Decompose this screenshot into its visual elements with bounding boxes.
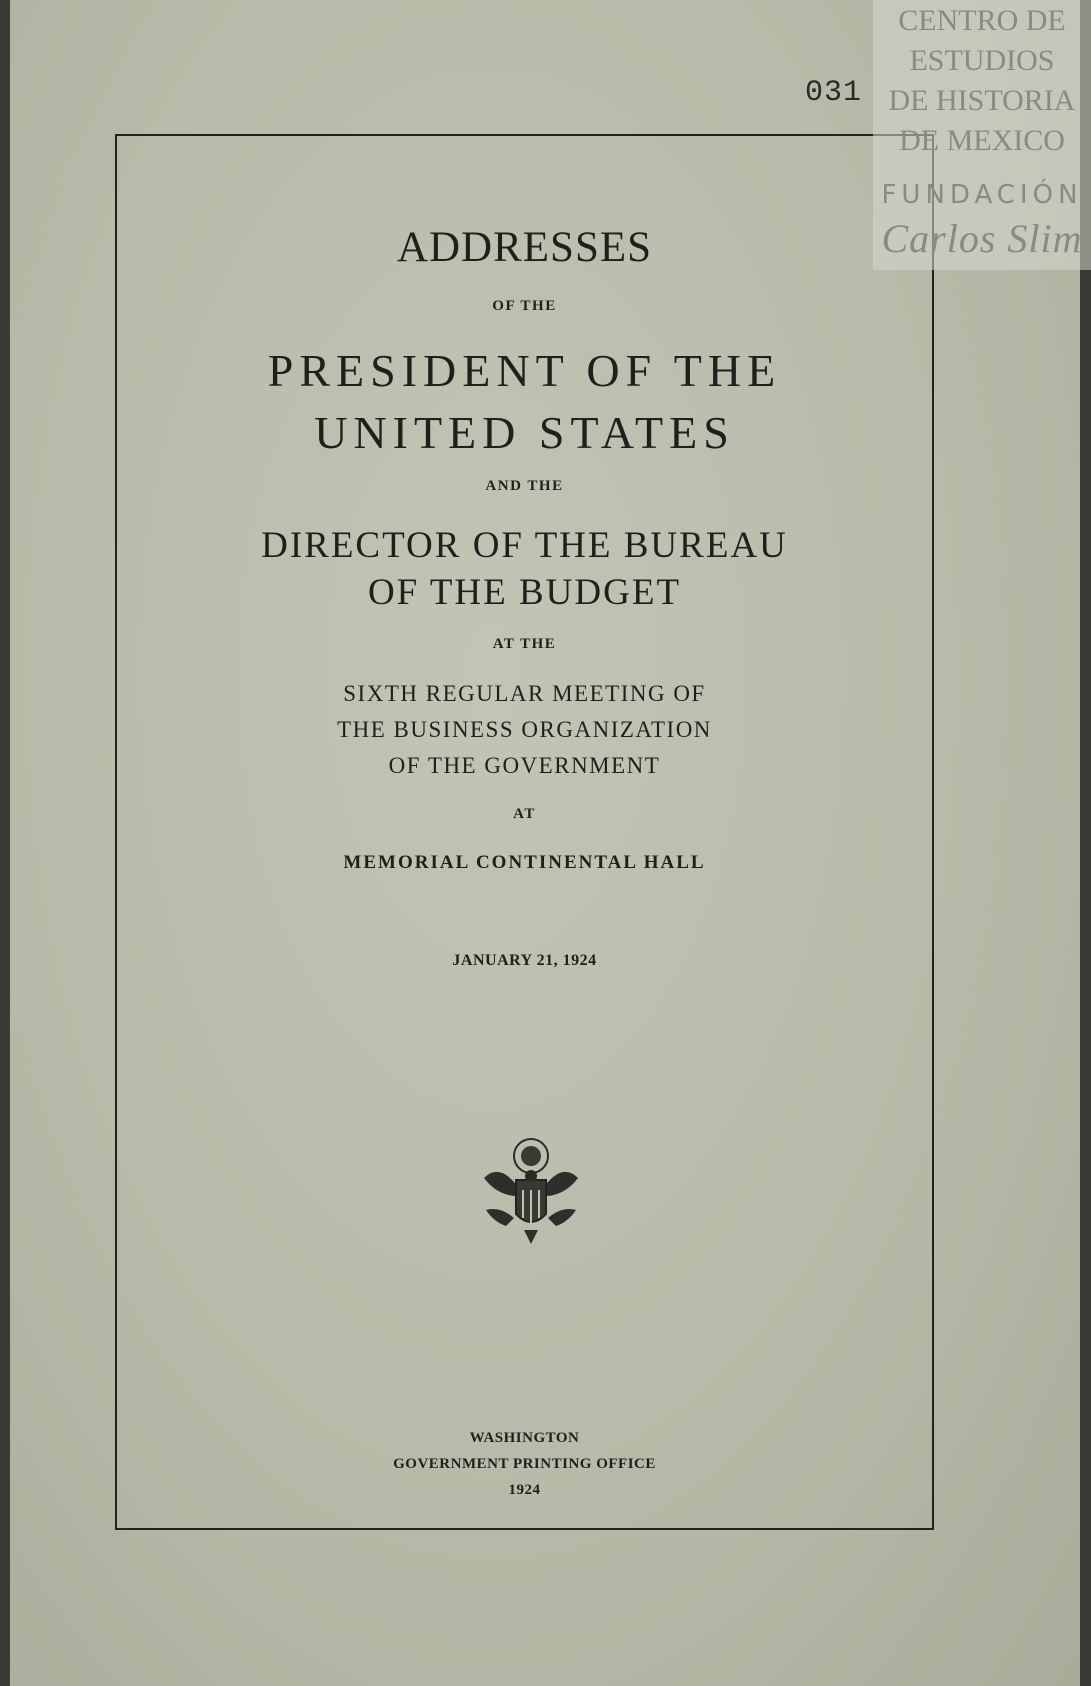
imprint-printer: GOVERNMENT PRINTING OFFICE <box>393 1456 656 1472</box>
meeting-line3: OF THE GOVERNMENT <box>388 753 661 778</box>
archive-watermark <box>873 0 1091 270</box>
title-addresses: ADDRESSES <box>396 224 653 271</box>
stamped-catalog-number: 031 <box>805 76 863 110</box>
imprint-city: WASHINGTON <box>469 1430 580 1446</box>
title-director-line2: OF THE BUDGET <box>367 572 682 613</box>
title-and-the: AND THE <box>485 478 564 494</box>
title-director-line1: DIRECTOR OF THE BUREAU <box>261 525 788 566</box>
title-president-line2: UNITED STATES <box>314 407 735 458</box>
watermark-line1: CENTRO DE <box>898 4 1066 37</box>
title-of-the: OF THE <box>492 298 557 314</box>
watermark-line4: DE MEXICO <box>899 124 1065 157</box>
meeting-line2: THE BUSINESS ORGANIZATION <box>337 717 712 742</box>
watermark-signature: Carlos Slim <box>881 216 1083 261</box>
watermark-line3: DE HISTORIA <box>888 84 1076 117</box>
watermark-fundacion: FUNDACIÓN <box>881 180 1083 210</box>
title-at: AT <box>513 806 536 822</box>
title-at-the: AT THE <box>492 636 557 652</box>
watermark-line2: ESTUDIOS <box>909 44 1055 77</box>
great-seal-eagle-icon <box>476 1134 586 1246</box>
meeting-date: JANUARY 21, 1924 <box>452 952 597 969</box>
imprint-year: 1924 <box>508 1482 541 1498</box>
meeting-line1: SIXTH REGULAR MEETING OF <box>343 681 706 706</box>
title-president-line1: PRESIDENT OF THE <box>267 345 782 396</box>
venue-hall: MEMORIAL CONTINENTAL HALL <box>343 852 706 873</box>
